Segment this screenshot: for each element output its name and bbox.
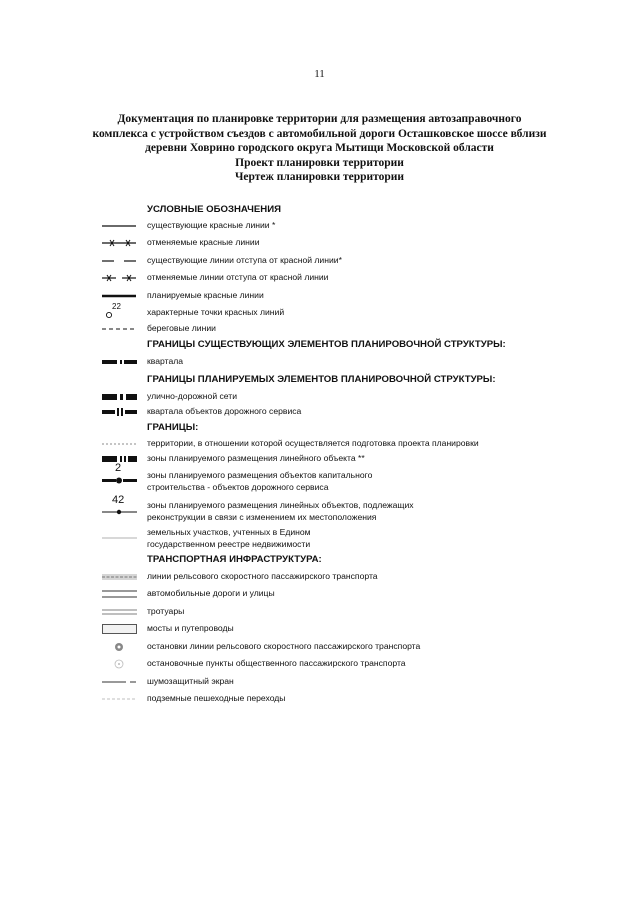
zone-linear-text [147, 500, 414, 523]
legend-item: шумозащитный экран [147, 676, 234, 686]
legend-item: береговые линии [147, 323, 216, 333]
legend-item: улично-дорожной сети [147, 391, 238, 401]
legend-item: отменяемые красные линии [147, 237, 260, 247]
boundaries-heading: ГРАНИЦЫ: [147, 422, 199, 433]
legend-item: линии рельсового скоростного пассажирского транспорта [147, 571, 378, 581]
title-line: Чертеж планировки территории [234, 171, 405, 183]
sidewalk-symbol [100, 606, 140, 618]
legend-item: существующие линии отступа от красной линии* [147, 255, 342, 265]
service-quarter-symbol [100, 406, 140, 418]
zone-linear-number: 42 [112, 494, 125, 506]
title-line: Проект планировки территории [235, 156, 404, 169]
existing-setback-line-symbol [100, 255, 140, 267]
legend-item: квартала объектов дорожного сервиса [147, 406, 302, 416]
land-plots-text [147, 527, 311, 550]
title-line: комплекса с устройством съездов с автомобильной дороги Осташковское шоссе вблизи [92, 127, 547, 140]
zone-capital-symbol [100, 474, 140, 486]
rail-line-symbol [100, 571, 140, 583]
legend-item: автомобильные дороги и улицы [147, 588, 275, 598]
legend-item: остановочные пункты общественного пассажирского транспорта [147, 658, 406, 668]
transport-heading: ТРАНСПОРТНАЯ ИНФРАСТРУКТУРА: [147, 554, 322, 565]
bridge-symbol [100, 623, 140, 635]
point-number-label: 22 [112, 302, 121, 311]
legend-item: подземные пешеходные переходы [147, 693, 286, 703]
cancelled-red-line-symbol [100, 237, 140, 249]
legend-item: существующие красные линии * [147, 220, 276, 230]
zone-linear-symbol [100, 506, 140, 518]
road-symbol [100, 588, 140, 600]
legend-item: отменяемые линии отступа от красной линии [147, 272, 329, 282]
zone-capital-number: 2 [115, 462, 122, 474]
bus-stop-icon [100, 658, 140, 670]
territory-boundary-symbol [100, 438, 140, 450]
rail-stop-icon [100, 641, 140, 653]
underpass-symbol [100, 693, 140, 705]
legend-item: мосты и путепроводы [147, 623, 234, 633]
legend-item: характерные точки красных линий [147, 307, 285, 317]
existing-quarter-symbol [100, 356, 140, 368]
zone-capital-line: строительства - объектов дорожного сервиса [147, 481, 329, 492]
title-line: Документация по планировке территории для размещения автозаправочного [117, 113, 522, 125]
noise-barrier-symbol [100, 676, 140, 688]
land-plots-line: государственном реестре недвижимости [147, 538, 311, 549]
legend-item: зоны планируемого размещения линейного объекта ** [147, 453, 365, 463]
zone-capital-line: зоны планируемого размещения объектов капитального [147, 470, 373, 480]
legend-heading: УСЛОВНЫЕ ОБОЗНАЧЕНИЯ [147, 204, 281, 215]
planned-red-line-symbol [100, 290, 140, 302]
legend-item: планируемые красные линии [147, 290, 264, 300]
land-plot-symbol [100, 532, 140, 544]
page-number: 11 [314, 68, 325, 80]
cancelled-setback-line-symbol [100, 272, 140, 284]
planned-structure-heading: ГРАНИЦЫ ПЛАНИРУЕМЫХ ЭЛЕМЕНТОВ ПЛАНИРОВОЧНОЙ СТРУКТУРЫ: [147, 374, 496, 385]
land-plots-line: земельных участков, учтенных в Едином [147, 527, 311, 537]
zone-capital-text [147, 470, 372, 493]
title-line: деревни Ховрино городского округа Мытищи Московской области [145, 142, 494, 154]
legend-item: остановки линии рельсового скоростного пассажирского транспорта [147, 641, 421, 651]
legend-item: тротуары [147, 606, 185, 616]
legend-item: квартала [147, 356, 184, 366]
zone-linear-line: реконструкции в связи с изменением их местоположения [147, 511, 377, 522]
legend-item: территории, в отношении которой осуществляется подготовка проекта планировки [147, 438, 479, 448]
existing-red-line-symbol [100, 220, 140, 232]
zone-linear-line: зоны планируемого размещения линейных объектов, подлежащих [147, 500, 414, 510]
existing-structure-heading: ГРАНИЦЫ СУЩЕСТВУЮЩИХ ЭЛЕМЕНТОВ ПЛАНИРОВОЧНОЙ СТРУКТУРЫ: [147, 339, 506, 350]
street-network-symbol [100, 391, 140, 403]
shore-line-symbol [100, 323, 140, 335]
